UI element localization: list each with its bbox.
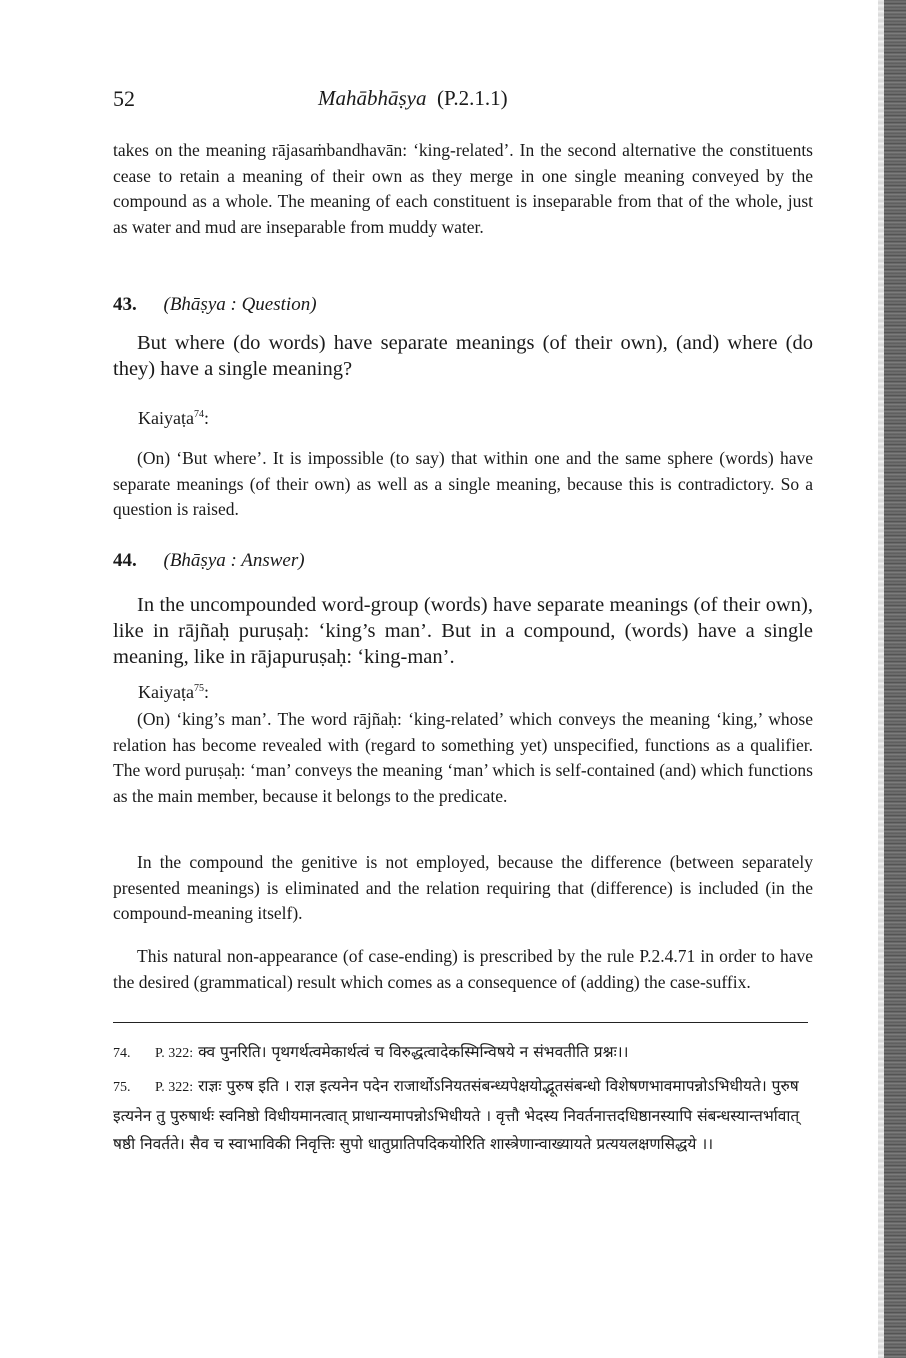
section-43-label: (Bhāṣya : Question) xyxy=(163,294,317,315)
section-43-kaiyata-text: (On) ‘But where’. It is impossible (to say) that within one and the same sphere (words) have separate meanings (of their own) as well as a single meaning, because this is contradictory. So a question is raised. xyxy=(113,448,813,519)
footnote-ref-74: 74 xyxy=(193,409,204,420)
page-number: 52 xyxy=(113,86,135,111)
footnote-74-text: क्व पुनरिति। पृथगर्थत्वमेकार्थत्वं च विरुद्धत्वादेकस्मिन्विषये न संभवतीति प्रश्नः।। xyxy=(198,1043,629,1061)
running-head xyxy=(318,86,678,111)
footnote-75-ref: P. 322: xyxy=(155,1080,194,1095)
footnote-75 xyxy=(113,1072,813,1158)
section-44-kaiyata-text: (On) ‘king’s man’. The word rājñaḥ: ‘king-related’ which conveys the meaning ‘king,’ whose relation has become revealed with (regard to something yet) unspecified, functions as a qualifier. The word puruṣaḥ: ‘man’ conveys the meaning ‘man’ which is self-contained (and) which functions as the main member, because it belongs to the predicate. xyxy=(113,709,813,806)
section-44-label: (Bhāṣya : Answer) xyxy=(163,550,305,571)
footnote-ref-75: 75 xyxy=(193,683,204,694)
running-head-reference: (P.2.1.1) xyxy=(437,86,508,110)
section-43-question: But where (do words) have separate meanings (of their own), (and) where (do they) have a single meaning? xyxy=(113,332,813,380)
section-43-number: 43. xyxy=(113,294,137,315)
footnote-75-mark: 75. xyxy=(113,1080,131,1095)
section-43-kaiyata-label: Kaiyaṭa$^{74}$: xyxy=(138,408,209,428)
kaiyata-label-text: Kaiyaṭa xyxy=(138,408,194,428)
section-44-paragraph-2: In the compound the genitive is not employed, because the difference (between separately presented meanings) is eliminated and the relation requiring that (difference) is included (in the compound-meaning itself). xyxy=(113,852,813,923)
footnote-74 xyxy=(113,1038,813,1068)
footnote-75-text: राज्ञः पुरुष इति । राज्ञ इत्यनेन पदेन राजार्थोऽनियतसंबन्ध्यपेक्षयोद्भूतसंबन्धो विशेषणभावमापन्नोऽभिधीयते। पुरुष इत्यनेन तु पुरुषार्थः स्वनिष्ठो विधीयमानत्वात् प्राधान्यमापन्नोऽभिधीयते । वृत्तौ भेदस्य निवर्तनात्तदधिष्ठानस्यापि संबन्धस्यान्तर्भावात् षष्ठी निवर्तते। सैव च स्वाभाविकी निवृत्तिः सुपो धातुप्रातिपदिकयोरिति शास्त्रेणान्वाख्यायते प्रत्ययलक्षणसिद्धये ।। xyxy=(113,1077,800,1153)
section-43-heading xyxy=(113,294,317,316)
page-edge-shadow xyxy=(884,0,906,1358)
section-44-paragraph-3: This natural non-appearance (of case-ending) is prescribed by the rule P.2.4.71 in order to have the desired (grammatical) result which comes as a consequence of (adding) the case-suffix. xyxy=(113,946,813,992)
section-44-answer: In the uncompounded word-group (words) have separate meanings (of their own), like in rājñaḥ puruṣaḥ: ‘king’s man’. But in a compound, (words) have a single meaning, like in rājapuruṣaḥ: ‘king-man’. xyxy=(113,594,813,668)
page-edge-gutter xyxy=(878,0,884,1358)
footnote-74-ref: P. 322: xyxy=(155,1046,194,1061)
section-44-kaiyata-label: Kaiyaṭa$^{75}$: xyxy=(138,682,209,702)
footnote-rule xyxy=(113,1022,808,1023)
section-44-number: 44. xyxy=(113,550,137,571)
kaiyata-label-text: Kaiyaṭa xyxy=(138,682,194,702)
paragraph-continuation: takes on the meaning rājasaṁbandhavān: ‘king-related’. In the second alternative the constituents cease to retain a meaning of their own as they merge in one single meaning conveyed by the compound as a whole. The meaning of each constituent is inseparable from that of the whole, just as water and mud are inseparable from muddy water. xyxy=(113,140,813,237)
running-head-title: Mahābhāṣya xyxy=(318,86,427,110)
section-44-heading xyxy=(113,550,305,572)
footnote-74-mark: 74. xyxy=(113,1046,131,1061)
